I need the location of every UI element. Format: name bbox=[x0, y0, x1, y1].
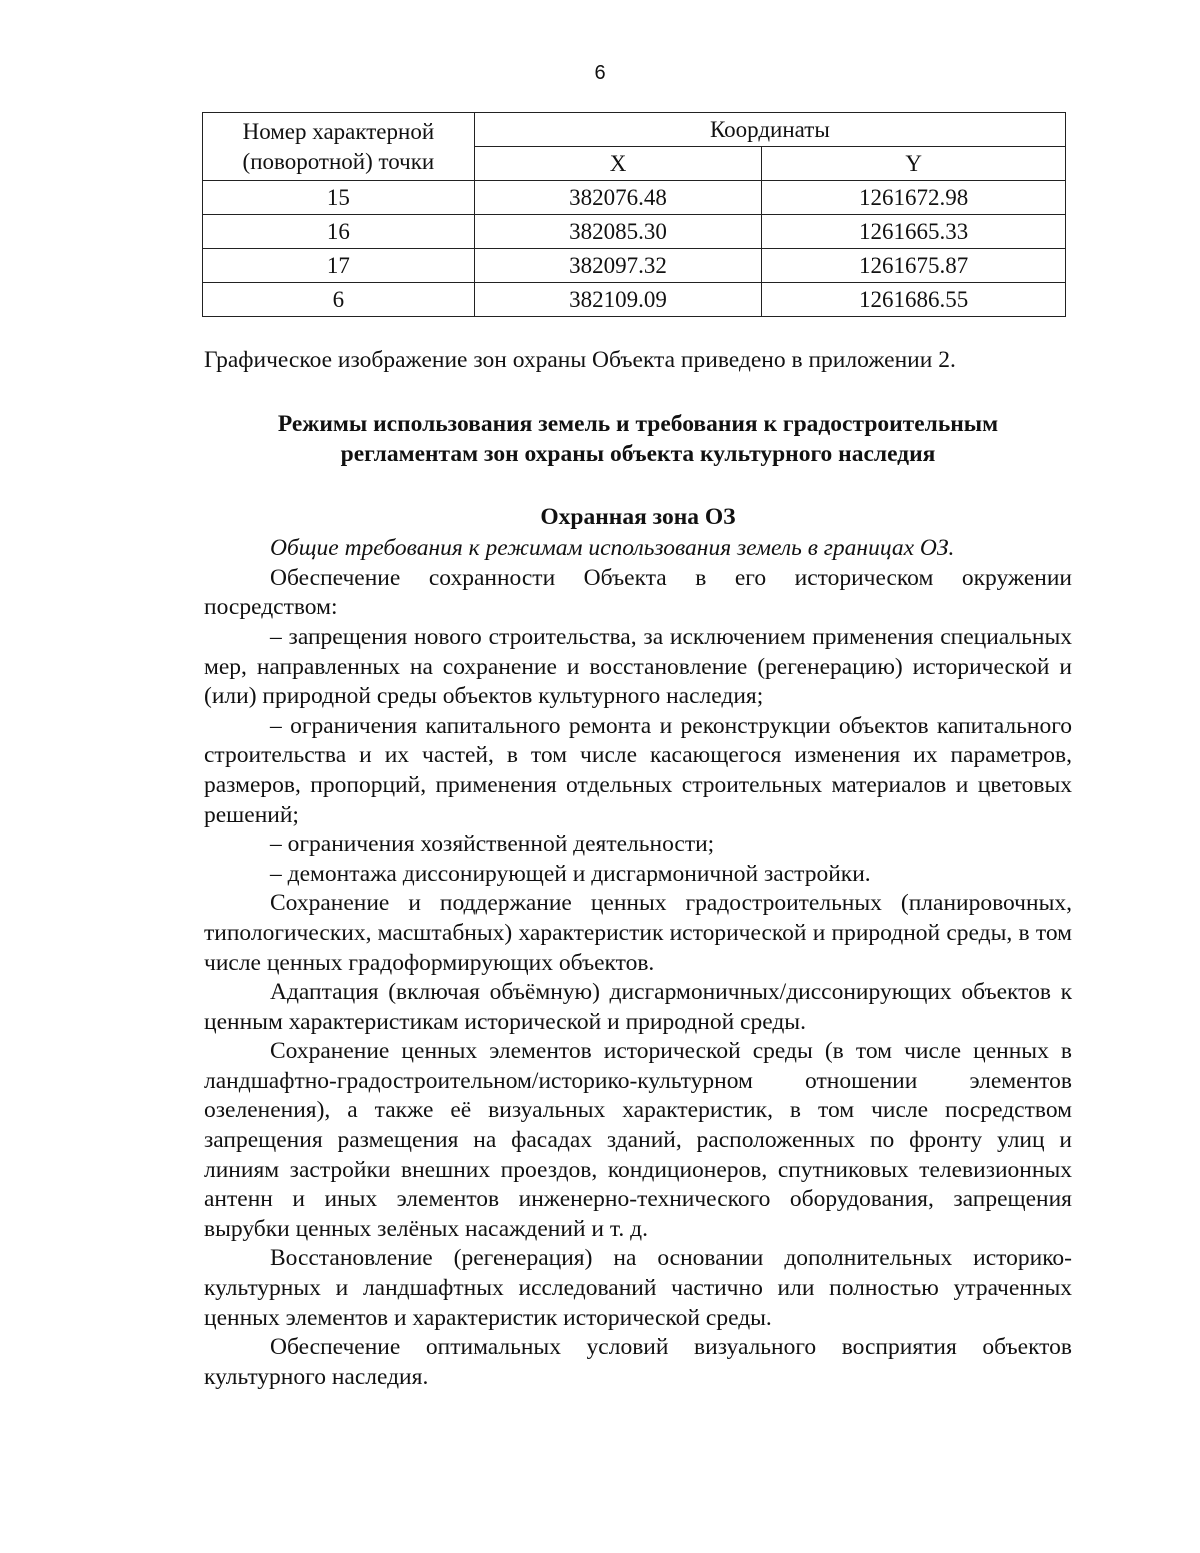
table-row bbox=[203, 283, 1066, 317]
page-number: 6 bbox=[594, 62, 606, 84]
x-cell: 382085.30 bbox=[474, 215, 762, 249]
point-cell: 16 bbox=[203, 215, 475, 249]
coordinates-table bbox=[202, 112, 1066, 317]
list-item: – запрещения нового строительства, за исключением применения специальных мер, направленных на сохранение и восстановление (регенерацию) исторической и (или) природной среды объектов культурного наследия; bbox=[204, 623, 1072, 710]
table-row bbox=[203, 181, 1066, 215]
section-title-line1: Режимы использования земель и требования к градостроительным bbox=[277, 410, 999, 437]
intro-paragraph: Обеспечение сохранности Объекта в его историческом окружении посредством: bbox=[204, 564, 1072, 621]
point-cell: 17 bbox=[203, 249, 475, 283]
y-cell: 1261672.98 bbox=[762, 181, 1066, 215]
point-cell: 6 bbox=[203, 283, 475, 317]
paragraph: Восстановление (регенерация) на основании дополнительных историко-культурных и ландшафтных исследований частично или полностью утраченных ценных элементов и характеристик исторической среды. bbox=[204, 1245, 1072, 1331]
zone-title: Охранная зона ОЗ bbox=[540, 503, 736, 530]
x-cell: 382109.09 bbox=[474, 283, 762, 317]
list-item: – ограничения капитального ремонта и реконструкции объектов капитального строительства и их частей, в том числе касающегося изменения их параметров, размеров, пропорций, применения отдельных строительных материалов и цветовых решений; bbox=[204, 712, 1072, 828]
point-number-header bbox=[203, 113, 475, 181]
point-header-line1: Номер характерной bbox=[242, 118, 435, 144]
y-header: Y bbox=[762, 147, 1066, 181]
y-cell: 1261665.33 bbox=[762, 215, 1066, 249]
paragraph: Обеспечение оптимальных условий визуального восприятия объектов культурного наследия. bbox=[204, 1334, 1072, 1390]
section-title-line2: регламентам зон охраны объекта культурного наследия bbox=[340, 440, 936, 467]
x-header: X bbox=[474, 147, 762, 181]
list-item: – ограничения хозяйственной деятельности; bbox=[270, 831, 715, 858]
y-cell: 1261675.87 bbox=[762, 249, 1066, 283]
paragraph: Сохранение ценных элементов исторической среды (в том числе ценных в ландшафтно-градостроительном/историко-культурном отношении элементов озеленения), а также её визуальных характеристик, в том числе посредством запрещения размещения на фасадах зданий, расположенных по фронту улиц и линиям застройки внешних проездов, кондиционеров, спутниковых телевизионных антенн и иных элементов инженерно-технического оборудования, запрещения вырубки ценных зелёных насаждений и т. д. bbox=[204, 1038, 1072, 1242]
coordinates-header: Координаты bbox=[474, 113, 1065, 147]
x-cell: 382076.48 bbox=[474, 181, 762, 215]
zone-subtitle: Общие требования к режимам использования земель в границах ОЗ. bbox=[270, 535, 955, 562]
section-title bbox=[204, 409, 1072, 469]
table-header-row bbox=[203, 113, 1066, 147]
table-row bbox=[203, 215, 1066, 249]
x-cell: 382097.32 bbox=[474, 249, 762, 283]
caption: Графическое изображение зон охраны Объекта приведено в приложении 2. bbox=[204, 347, 956, 373]
document-body bbox=[204, 346, 1072, 1392]
list-item: – демонтажа диссонирующей и дисгармоничной застройки. bbox=[270, 860, 871, 887]
paragraph: Адаптация (включая объёмную) дисгармоничных/диссонирующих объектов к ценным характеристикам исторической и природной среды. bbox=[204, 979, 1072, 1035]
y-cell: 1261686.55 bbox=[762, 283, 1066, 317]
table-row bbox=[203, 249, 1066, 283]
point-header-line2: (поворотной) точки bbox=[242, 148, 435, 174]
paragraph: Сохранение и поддержание ценных градостроительных (планировочных, типологических, масштабных) характеристик исторической и природной среды, в том числе ценных градоформирующих объектов. bbox=[204, 890, 1072, 976]
point-cell: 15 bbox=[203, 181, 475, 215]
